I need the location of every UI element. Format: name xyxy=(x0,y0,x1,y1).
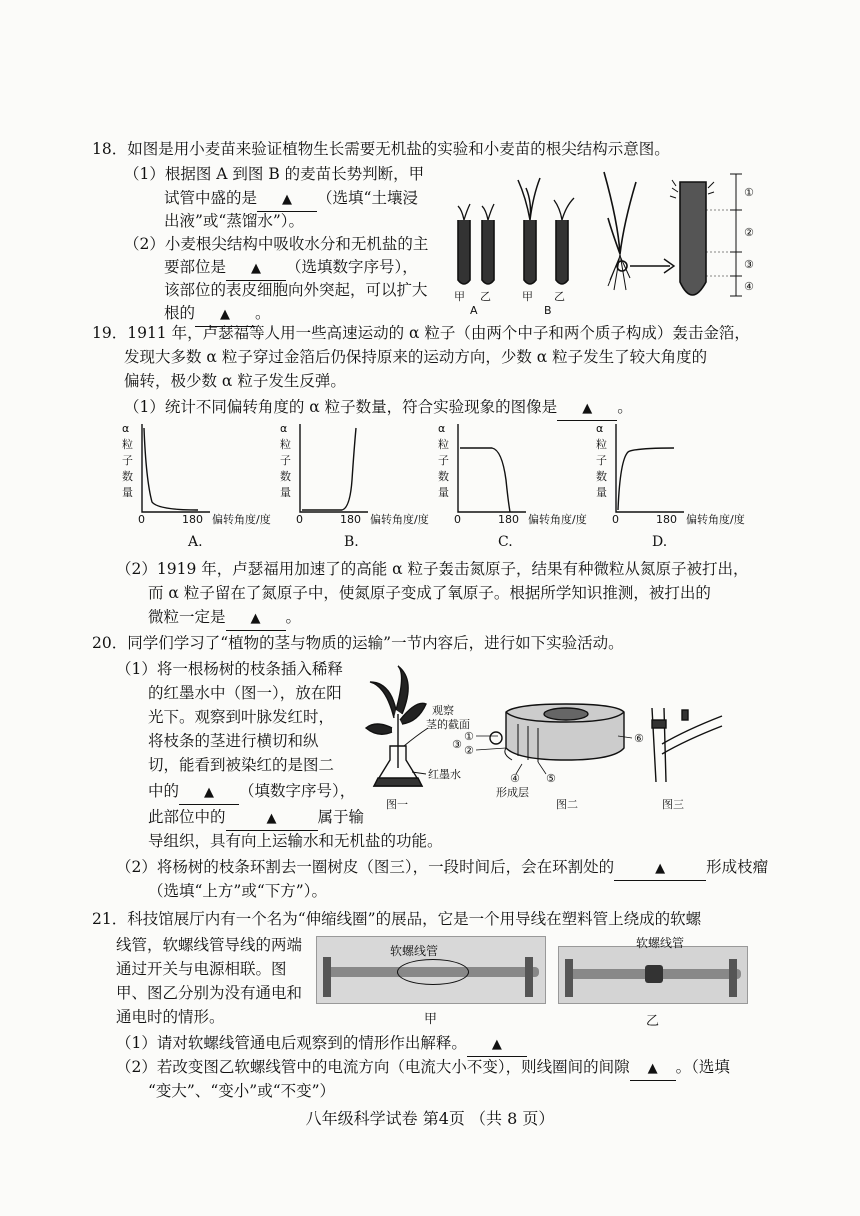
q21-line3: 通过开关与电源相联。图 xyxy=(116,960,287,978)
svg-text:偏转角度/度: 偏转角度/度 xyxy=(528,513,587,526)
svg-text:粒: 粒 xyxy=(280,438,291,451)
curve-c xyxy=(460,448,510,512)
test-tube-b-jia xyxy=(518,178,540,284)
answer-blank[interactable]: ▲ xyxy=(467,1032,527,1057)
q19-p2-line2: 而 α 粒子留在了氮原子中，使氮原子变成了氧原子。根据所学知识推测，被打出的 xyxy=(148,584,711,602)
svg-text:α: α xyxy=(438,422,446,435)
label-2: ② xyxy=(744,226,754,239)
q18-stem: 18．如图是用小麦苗来验证植物生长需要无机盐的实验和小麦苗的根尖结构示意图。 xyxy=(92,140,670,158)
q18-figure xyxy=(440,162,760,320)
q19-p1: （1）统计不同偏转角度的 α 粒子数量，符合实验现象的图像是 ▲ 。 xyxy=(124,396,633,421)
svg-text:数: 数 xyxy=(596,470,607,483)
svg-text:180: 180 xyxy=(340,513,361,526)
label-4: ④ xyxy=(510,772,520,785)
q20-p1-line6: 中的 ▲ （填数字序号）， xyxy=(148,780,355,805)
girdled-branch xyxy=(652,708,722,782)
axes xyxy=(616,424,684,512)
caption-yi: 乙 xyxy=(646,1014,660,1029)
photo-coil-yi xyxy=(558,946,748,1004)
svg-text:数: 数 xyxy=(280,470,291,483)
svg-text:α: α xyxy=(596,422,604,435)
q18-p2-line2: 要部位是 ▲ （选填数字序号）， xyxy=(164,256,418,281)
label-4: ④ xyxy=(744,280,754,293)
q19-p2-line3: 微粒一定是 ▲ 。 xyxy=(148,606,301,631)
axes xyxy=(142,424,210,512)
label-coil: 软螺线管 xyxy=(390,944,439,958)
svg-text:子: 子 xyxy=(596,454,607,467)
q20-p2-line2: （选填“上方”或“下方”）。 xyxy=(148,882,327,900)
svg-text:偏转角度/度: 偏转角度/度 xyxy=(212,513,271,526)
svg-text:偏转角度/度: 偏转角度/度 xyxy=(370,513,429,526)
wheat-seedling xyxy=(604,172,636,290)
svg-text:偏转角度/度: 偏转角度/度 xyxy=(686,513,745,526)
q20-p1-line3: 光下。观察到叶脉发红时， xyxy=(148,708,335,726)
q21-line5: 通电时的情形。 xyxy=(116,1008,225,1026)
q18-p1-line3: 出液”或“蒸馏水”）。 xyxy=(164,212,305,230)
svg-text:0: 0 xyxy=(454,513,461,526)
q20-p1-line2: 的红墨水中（图一），放在阳 xyxy=(148,684,342,702)
q18-p1-line2: 试管中盛的是 ▲ （选填“土壤浸 xyxy=(164,187,418,212)
curve-d xyxy=(618,448,674,510)
caption-fig2: 图二 xyxy=(556,798,578,811)
q20-p1-line4: 将枝条的茎进行横切和纵 xyxy=(148,732,319,750)
graph-option-d xyxy=(596,422,745,526)
q19-graphs xyxy=(118,420,758,532)
answer-blank[interactable]: ▲ xyxy=(179,780,239,805)
label-3: ③ xyxy=(744,258,754,271)
label-3: ③ xyxy=(452,738,462,751)
answer-blank[interactable]: ▲ xyxy=(614,856,706,881)
option-b-label[interactable]: B. xyxy=(344,534,359,550)
label-b: B xyxy=(544,304,552,317)
curve-b xyxy=(302,428,356,510)
svg-text:0: 0 xyxy=(296,513,303,526)
svg-text:粒: 粒 xyxy=(438,438,449,451)
page-footer: 八年级科学试卷 第4页 （共 8 页） xyxy=(305,1109,555,1128)
answer-blank[interactable]: ▲ xyxy=(195,302,255,327)
test-tube-b-yi xyxy=(554,198,574,284)
label-jia: 甲 xyxy=(522,290,533,303)
svg-text:α: α xyxy=(280,422,288,435)
label-jia: 甲 xyxy=(454,290,465,303)
caption-jia: 甲 xyxy=(424,1012,438,1027)
svg-text:180: 180 xyxy=(656,513,677,526)
svg-text:子: 子 xyxy=(280,454,291,467)
svg-text:0: 0 xyxy=(138,513,145,526)
q21-p2-line2: “变大”、“变小”或“不变”） xyxy=(148,1082,336,1100)
svg-text:0: 0 xyxy=(612,513,619,526)
svg-text:粒: 粒 xyxy=(596,438,607,451)
q21-line2: 线管，软螺线管导线的两端 xyxy=(116,936,303,954)
test-tube-a-jia xyxy=(458,204,470,284)
label-yi: 乙 xyxy=(554,290,565,303)
caption-fig1: 图一 xyxy=(386,798,408,811)
option-d-label[interactable]: D. xyxy=(652,534,668,550)
q20-figure xyxy=(356,664,736,816)
svg-text:量: 量 xyxy=(122,486,133,499)
answer-blank[interactable]: ▲ xyxy=(226,606,286,631)
q19-stem-line1: 19．1911 年，卢瑟福等人用一些高速运动的 α 粒子（由两个中子和两个质子构成）轰击金箔， xyxy=(92,324,750,342)
svg-text:粒: 粒 xyxy=(122,438,133,451)
svg-text:量: 量 xyxy=(438,486,449,499)
label-layer: 形成层 xyxy=(496,786,529,799)
label-ink: 红墨水 xyxy=(428,768,461,781)
q19-p2-line1: （2）1919 年，卢瑟福用加速了的高能 α 粒子轰击氮原子，结果有种微粒从氮原子被打出， xyxy=(116,560,749,578)
q20-p1-line8: 导组织，具有向上运输水和无机盐的功能。 xyxy=(148,832,443,850)
q18-p2-line1: （2）小麦根尖结构中吸收水分和无机盐的主 xyxy=(124,235,429,253)
curve-a xyxy=(144,428,198,510)
q20-p1-line1: （1）将一根杨树的枝条插入稀释 xyxy=(116,660,343,678)
q20-p1-line7: 此部位中的 ▲ 属于输 xyxy=(148,806,364,831)
axes xyxy=(458,424,526,512)
svg-text:数: 数 xyxy=(438,470,449,483)
svg-text:α: α xyxy=(122,422,130,435)
q19-stem-line2: 发现大多数 α 粒子穿过金箔后仍保持原来的运动方向，少数 α 粒子发生了较大角度的 xyxy=(124,348,708,366)
answer-blank[interactable]: ▲ xyxy=(257,187,317,212)
svg-text:180: 180 xyxy=(498,513,519,526)
option-a-label[interactable]: A. xyxy=(188,534,203,550)
label-section: 茎的截面 xyxy=(426,718,470,731)
axes xyxy=(300,424,368,512)
q18-p2-line3: 该部位的表皮细胞向外突起，可以扩大 xyxy=(164,281,428,299)
root-tip xyxy=(670,174,742,296)
label-2: ② xyxy=(464,744,474,757)
q20-p1-line5: 切，能看到被染红的是图二 xyxy=(148,756,335,774)
svg-text:子: 子 xyxy=(438,454,449,467)
svg-text:数: 数 xyxy=(122,470,133,483)
answer-blank[interactable]: ▲ xyxy=(226,256,286,281)
q20-stem: 20．同学们学习了“植物的茎与物质的运输”一节内容后，进行如下实验活动。 xyxy=(92,634,624,652)
q21-line4: 甲、图乙分别为没有通电和 xyxy=(116,984,303,1002)
label-6: ⑥ xyxy=(634,732,644,745)
answer-blank[interactable]: ▲ xyxy=(630,1056,676,1081)
q21-stem: 21．科技馆展厅内有一个名为“伸缩线圈”的展品，它是一个用导线在塑料管上绕成的软螺 xyxy=(92,910,702,928)
q21-p2-line1: （2）若改变图乙软螺线管中的电流方向（电流大小不变），则线圈间的间隙 ▲ 。（选填 xyxy=(116,1056,730,1081)
svg-text:量: 量 xyxy=(280,486,291,499)
label-1: ① xyxy=(464,730,474,743)
test-tube-a-yi xyxy=(482,204,494,284)
q21-p1: （1）请对软螺线管通电后观察到的情形作出解释。 ▲ xyxy=(116,1032,527,1057)
label-coil: 软螺线管 xyxy=(636,936,685,950)
answer-blank[interactable]: ▲ xyxy=(557,396,617,421)
answer-blank[interactable]: ▲ xyxy=(226,806,318,831)
graph-option-c xyxy=(438,422,587,526)
q19-stem-line3: 偏转，极少数 α 粒子发生反弹。 xyxy=(124,372,346,390)
option-c-label[interactable]: C. xyxy=(498,534,513,550)
label-a: A xyxy=(470,304,478,317)
label-5: ⑤ xyxy=(546,772,556,785)
stem-cross-section xyxy=(490,704,624,762)
flask-with-branch xyxy=(366,666,428,786)
caption-fig3: 图三 xyxy=(662,798,684,811)
label-yi: 乙 xyxy=(480,290,491,303)
q20-p2-line1: （2）将杨树的枝条环割去一圈树皮（图三），一段时间后，会在环割处的 ▲ 形成枝瘤 xyxy=(116,856,768,881)
svg-text:180: 180 xyxy=(182,513,203,526)
q18-p2-line4: 根的 ▲ 。 xyxy=(164,302,271,327)
label-observe: 观察 xyxy=(432,704,454,717)
q18-p1-line1: （1）根据图 A 到图 B 的麦苗长势判断，甲 xyxy=(124,165,425,183)
svg-text:子: 子 xyxy=(122,454,133,467)
svg-text:量: 量 xyxy=(596,486,607,499)
label-1: ① xyxy=(744,186,754,199)
